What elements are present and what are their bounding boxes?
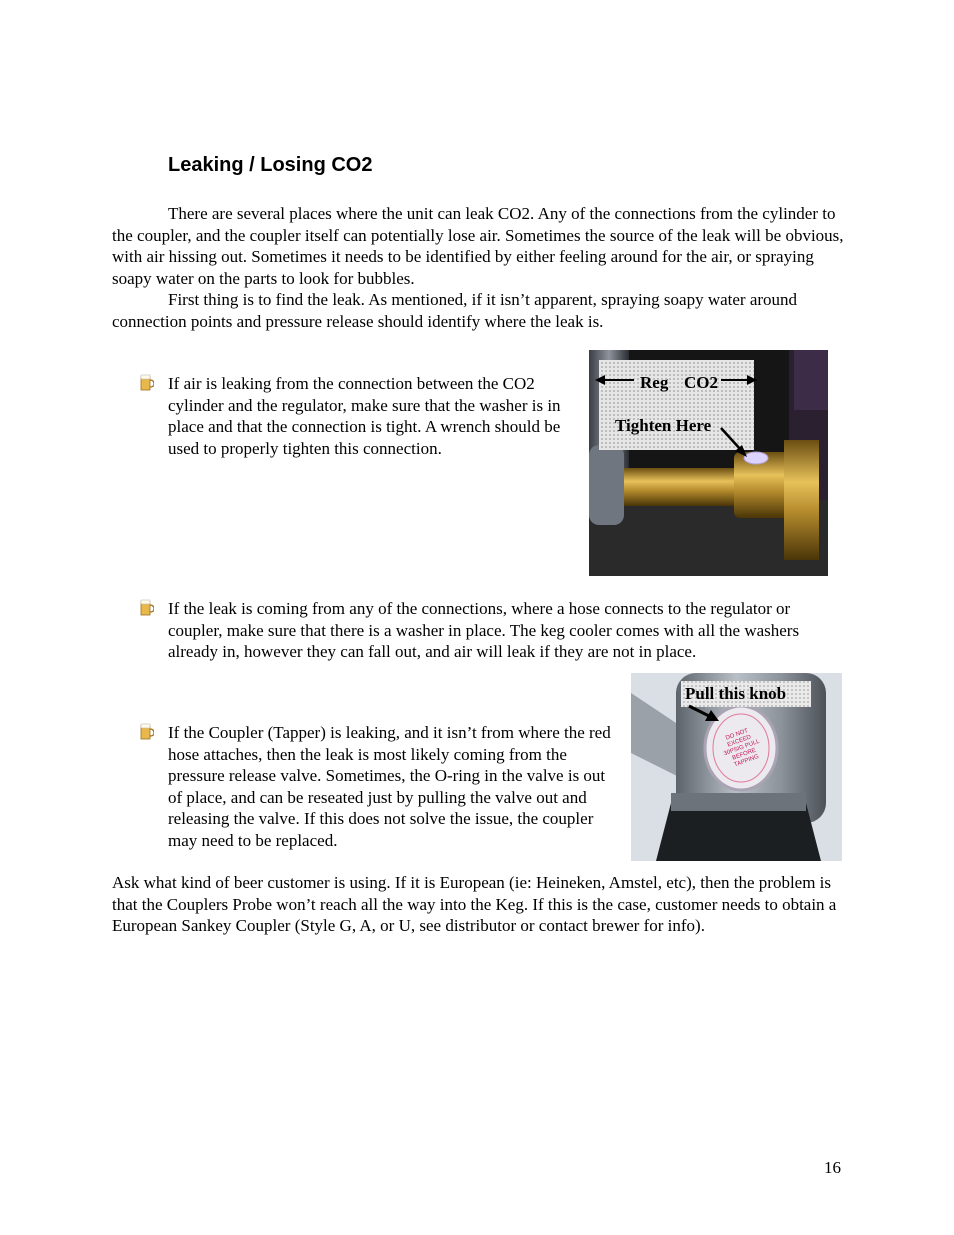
intro-paragraph-1 — [112, 203, 848, 289]
bullet-item-2: If the leak is coming from any of the connections, where a hose connects to the regulator or coupler, make sure that there is a washer in place. The keg cooler comes with all the washers already in, however they can fall out, and air will leak if they are not in place. — [168, 599, 800, 662]
beer-mug-icon — [140, 374, 154, 392]
intro-paragraph-1-text: There are several places where the unit can leak CO2. Any of the connections from the cylinder to the coupler, and the coupler itself can potentially lose air. Sometimes the source of the leak will be obvious, with air hissing out. Sometimes it needs to be identified by either feeling around for the air, or spraying soapy water on the parts to look for bubbles. — [112, 204, 844, 288]
bullet-item-1: If air is leaking from the connection between the CO2 cylinder and the regulator, make sure that the washer is in place and that the connection is tight. A wrench should be used to properly tighten this connection. — [168, 374, 561, 458]
intro-paragraph-2-text: First thing is to find the leak. As mentioned, if it isn’t apparent, spraying soapy water around connection points and pressure release should identify where the leak is. — [112, 290, 798, 331]
closing-paragraph: Ask what kind of beer customer is using. If it is European (ie: Heineken, Amstel, etc), then the problem is that the Couplers Probe won’t reach all the way into the Keg. If this is the case, customer needs to obtain a European Sankey Coupler (Style G, A, or U, see distributor or contact brewer for info). — [112, 873, 837, 936]
intro-paragraph-2 — [112, 289, 848, 332]
page-number: 16 — [824, 1158, 841, 1177]
arrows-overlay-icon — [589, 350, 828, 576]
valve-label-text: DO NOT EXCEED 30PSIG PULL BEFORE TAPPING — [723, 728, 761, 769]
bullet-item-3: If the Coupler (Tapper) is leaking, and it isn’t from where the red hose attaches, then the leak is most likely coming from the pressure release valve. Sometimes, the O-ring in the valve is out of place, and can be reseated just by pulling the valve out and releasing the valve. If this does not solve the issue, the coupler may need to be replaced. — [168, 723, 611, 850]
pull-arrow-icon — [631, 673, 842, 861]
label-pull-this-knob: Pull this knob — [685, 684, 787, 703]
beer-mug-icon — [140, 723, 154, 741]
coupler-photo — [631, 673, 842, 861]
label-co2: CO2 — [684, 373, 718, 392]
label-reg: Reg — [640, 373, 669, 392]
regulator-photo — [589, 350, 828, 576]
section-heading: Leaking / Losing CO2 — [168, 154, 373, 176]
beer-mug-icon — [140, 599, 154, 617]
label-tighten-here: Tighten Here — [615, 416, 712, 435]
